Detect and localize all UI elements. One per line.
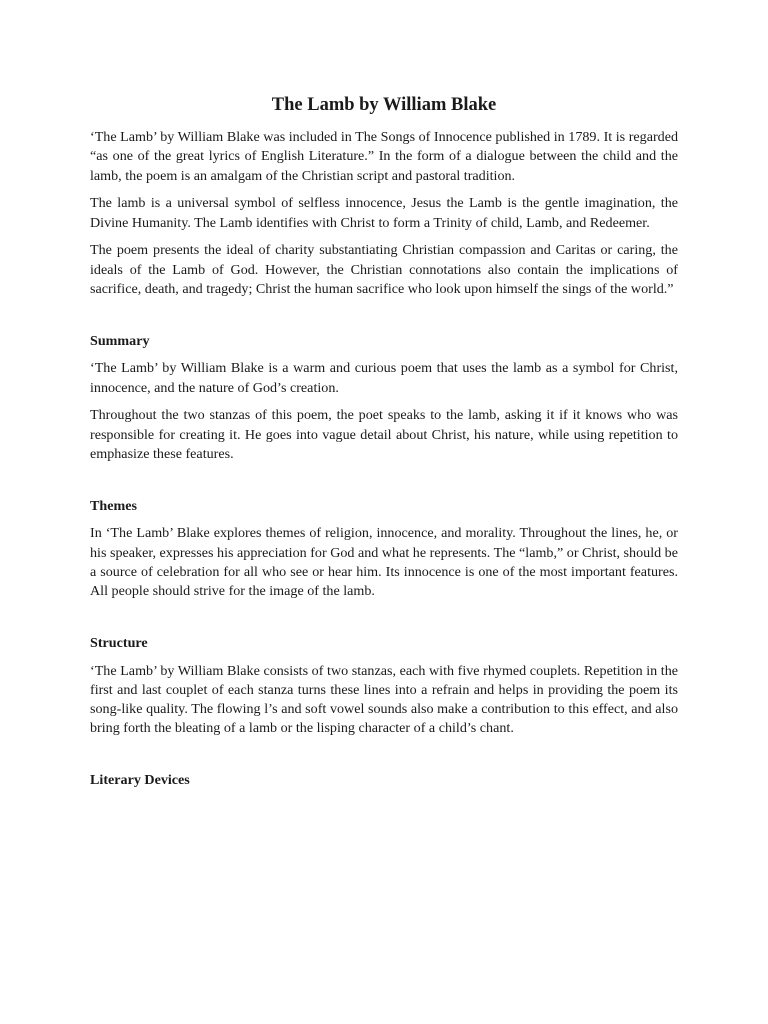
intro-paragraph-1: ‘The Lamb’ by William Blake was included in The Songs of Innocence published in 1789. It is regarded “as one of the great lyrics of English Literature.” In the form of a dialogue between the child and the lamb, the poem is an amalgam of the Christian script and pastoral tradition. xyxy=(90,129,678,184)
section-gap xyxy=(90,473,678,497)
document-title: The Lamb by William Blake xyxy=(271,95,497,115)
section-gap xyxy=(90,308,678,332)
intro-paragraph-3: The poem presents the ideal of charity substantiating Christian compassion and Caritas or caring, the ideals of the Lamb of God. However, the Christian connotations also contain the implications of sacrifice, death, and tragedy; Christ the human sacrifice who look upon himself the sings of the world.” xyxy=(90,242,678,298)
themes-paragraph-1: In ‘The Lamb’ Blake explores themes of religion, innocence, and morality. Throughout the lines, he, or his speaker, expresses his appreciation for God and what he represents. The “lamb,” or Christ, should be a source of celebration for all who see or hear him. Its innocence is one of the most important features. All people should strive for the image of the lamb. xyxy=(90,525,678,600)
section-gap xyxy=(90,747,678,771)
section-heading-summary: Summary xyxy=(90,332,150,349)
section-gap xyxy=(90,610,678,634)
section-heading-structure: Structure xyxy=(90,635,148,652)
section-heading-themes: Themes xyxy=(90,497,137,514)
summary-paragraph-1: ‘The Lamb’ by William Blake is a warm and curious poem that uses the lamb as a symbol for Christ, innocence, and the nature of God’s creation. xyxy=(90,360,678,396)
structure-paragraph-1: ‘The Lamb’ by William Blake consists of two stanzas, each with five rhymed couplets. Repetition in the first and last couplet of each stanza turns these lines into a refrain and helps in providing the poem its song-like quality. The flowing l’s and soft vowel sounds also make a contribution to this effect, and also bring forth the bleating of a lamb or the lisping character of a child’s chant. xyxy=(90,662,678,737)
summary-paragraph-2: Throughout the two stanzas of this poem, the poet speaks to the lamb, asking it if it knows who was responsible for creating it. He goes into vague detail about Christ, his nature, while using repetition to emphasize these features. xyxy=(90,407,678,463)
section-heading-literary-devices: Literary Devices xyxy=(90,772,190,789)
intro-paragraph-2: The lamb is a universal symbol of selfless innocence, Jesus the Lamb is the gentle imagination, the Divine Humanity. The Lamb identifies with Christ to form a Trinity of child, Lamb, and Redeemer. xyxy=(90,195,678,231)
document-page xyxy=(90,92,678,799)
